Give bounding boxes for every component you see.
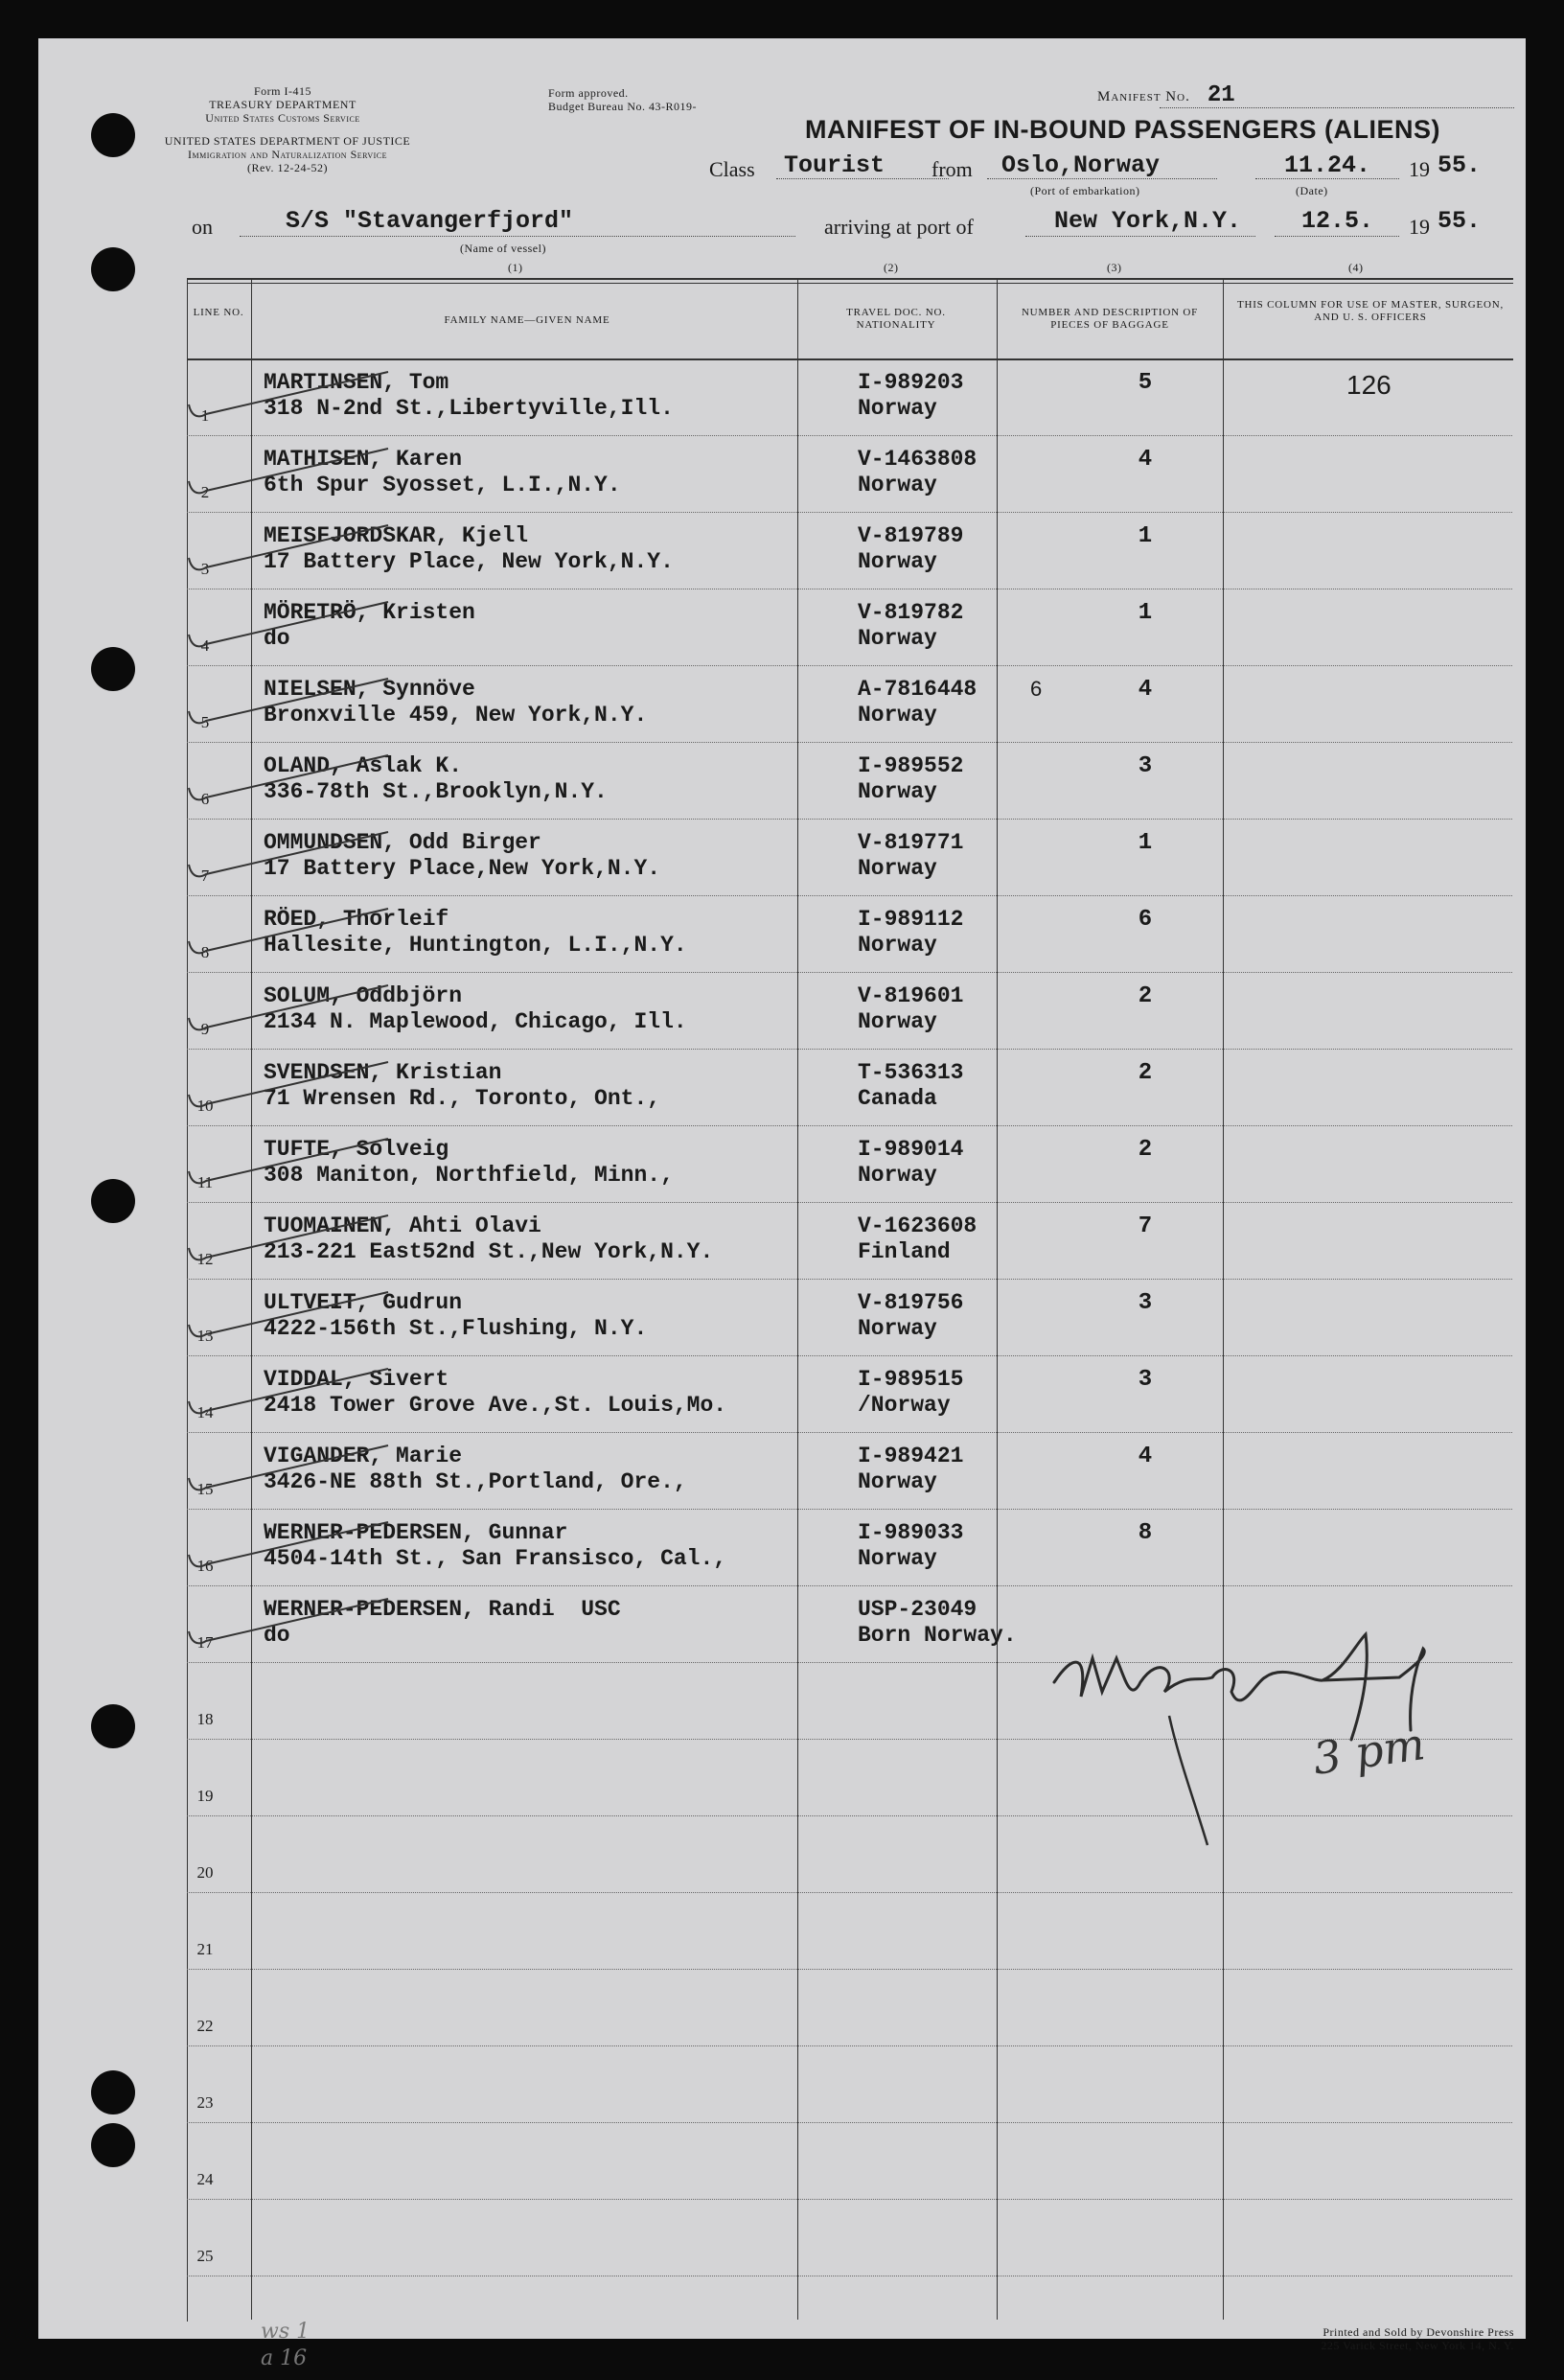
travel-doc-number: V-819789 xyxy=(858,523,964,548)
table-row xyxy=(187,2122,1512,2200)
nationality: Norway xyxy=(858,1009,937,1034)
on-label: on xyxy=(192,215,213,239)
table-row xyxy=(187,895,1512,973)
table-row xyxy=(187,665,1512,743)
nationality: Norway xyxy=(858,1469,937,1494)
travel-doc-number: I-989421 xyxy=(858,1444,964,1468)
check-mark xyxy=(168,980,398,1047)
travel-doc-number: T-536313 xyxy=(858,1060,964,1085)
table-row xyxy=(187,1125,1512,1203)
nationality: Canada xyxy=(858,1086,937,1111)
travel-doc xyxy=(858,600,963,652)
baggage-count: 1 xyxy=(1138,600,1153,626)
line-number: 6 xyxy=(200,790,210,808)
budget-approval xyxy=(548,86,697,113)
baggage-count: 6 xyxy=(1138,907,1153,933)
travel-doc xyxy=(858,753,963,805)
line-number: 22 xyxy=(196,2017,214,2035)
baggage-count: 1 xyxy=(1138,830,1153,856)
travel-doc xyxy=(858,1520,963,1572)
baggage-count: 7 xyxy=(1138,1213,1153,1239)
manifest-number: 21 xyxy=(1207,82,1235,108)
travel-doc-number: V-1463808 xyxy=(858,447,978,472)
col-num-2: (2) xyxy=(884,261,899,274)
year-prefix-2: 19 xyxy=(1409,215,1430,239)
col-header-baggage: NUMBER AND DESCRIPTION OF PIECES OF BAGGAGE xyxy=(1021,307,1199,331)
line-number: 12 xyxy=(196,1250,214,1268)
passenger-address: do xyxy=(264,626,290,651)
passenger-address: 2418 Tower Grove Ave.,St. Louis,Mo. xyxy=(264,1393,727,1418)
passenger-name: MATHISEN, Karen xyxy=(264,447,463,472)
line-number: 16 xyxy=(196,1557,214,1575)
travel-doc xyxy=(858,1290,963,1342)
line-number: 9 xyxy=(200,1020,210,1038)
revision-date: (Rev. 12-24-52) xyxy=(246,161,329,174)
nationality: Norway xyxy=(858,473,937,497)
line-number: 2 xyxy=(200,483,210,501)
passenger-address: 2134 N. Maplewood, Chicago, Ill. xyxy=(264,1009,687,1034)
table-row xyxy=(187,512,1512,589)
justice-header xyxy=(144,134,431,174)
passenger-name: VIDDAL, Sivert xyxy=(264,1367,449,1392)
ins-service: Immigration and Naturalization Service xyxy=(187,148,387,161)
customs-service: United States Customs Service xyxy=(205,111,360,125)
nationality: /Norway xyxy=(858,1393,951,1418)
travel-doc-number: V-819782 xyxy=(858,600,964,625)
table-row xyxy=(187,1509,1512,1586)
col-header-line: LINE NO. xyxy=(193,307,244,318)
check-mark xyxy=(168,520,398,587)
passenger-name: VIGANDER, Marie xyxy=(264,1444,463,1468)
justice-dept: UNITED STATES DEPARTMENT OF JUSTICE xyxy=(164,134,411,148)
passenger-address: 6th Spur Syosset, L.I.,N.Y. xyxy=(264,473,621,497)
baggage-count: 4 xyxy=(1138,1444,1153,1469)
nationality: Norway xyxy=(858,626,937,651)
line-number: 4 xyxy=(200,636,210,655)
table-row xyxy=(187,742,1512,820)
line-number: 23 xyxy=(196,2093,214,2112)
passenger-name: TUFTE, Solveig xyxy=(264,1137,449,1162)
passenger-address: do xyxy=(264,1623,290,1648)
passenger-address: 4222-156th St.,Flushing, N.Y. xyxy=(264,1316,648,1341)
passenger-name: MÖRETRÖ, Kristen xyxy=(264,600,475,625)
passenger-address: Hallesite, Huntington, L.I.,N.Y. xyxy=(264,933,687,958)
punch-hole xyxy=(91,113,135,157)
travel-doc-number: I-989014 xyxy=(858,1137,964,1162)
line-number: 18 xyxy=(196,1710,214,1728)
passenger-address: 3426-NE 88th St.,Portland, Ore., xyxy=(264,1469,687,1494)
travel-doc-number: V-1623608 xyxy=(858,1213,978,1238)
check-mark xyxy=(168,1056,398,1123)
table-row xyxy=(187,1049,1512,1126)
travel-doc xyxy=(858,907,963,959)
table-row xyxy=(187,2045,1512,2123)
baggage-count: 3 xyxy=(1138,1290,1153,1316)
table-row xyxy=(187,819,1512,896)
travel-doc xyxy=(858,1444,963,1495)
passenger-name: ULTVEIT, Gudrun xyxy=(264,1290,463,1315)
nationality: Norway xyxy=(858,1163,937,1188)
passenger-address: 4504-14th St., San Fransisco, Cal., xyxy=(264,1546,727,1571)
printer-line-2: 225 Varick Street, New York 14, N. Y. xyxy=(1321,2339,1514,2352)
nationality: Norway xyxy=(858,933,937,958)
travel-doc-number: I-989033 xyxy=(858,1520,964,1545)
table-row xyxy=(187,1202,1512,1280)
nationality: Norway xyxy=(858,703,937,728)
line-number: 14 xyxy=(196,1403,214,1421)
year-prefix-1: 19 xyxy=(1409,157,1430,181)
class-value: Tourist xyxy=(784,151,886,179)
form-number: Form I-415 xyxy=(254,84,311,98)
check-mark xyxy=(168,826,398,893)
passenger-address: Bronxville 459, New York,N.Y. xyxy=(264,703,648,728)
nationality: Norway xyxy=(858,396,937,421)
table-row xyxy=(187,589,1512,666)
passenger-name: SOLUM, Oddbjörn xyxy=(264,983,463,1008)
treasury-dept: TREASURY DEPARTMENT xyxy=(209,98,356,111)
baggage-count: 3 xyxy=(1138,753,1153,779)
line-number: 21 xyxy=(196,1940,214,1958)
budget-bureau-line: Budget Bureau No. 43-R019- xyxy=(548,100,697,113)
table-row xyxy=(187,435,1512,513)
passenger-address: 336-78th St.,Brooklyn,N.Y. xyxy=(264,779,608,804)
col-header-name: FAMILY NAME—GIVEN NAME xyxy=(444,314,610,326)
table-row xyxy=(187,1432,1512,1510)
year-2: 55. xyxy=(1438,207,1482,235)
travel-doc xyxy=(858,830,963,882)
nationality: Born Norway. xyxy=(858,1623,1017,1648)
passenger-name: RÖED, Thorleif xyxy=(264,907,449,932)
manifest-label: Manifest No. xyxy=(1097,89,1190,104)
punch-hole xyxy=(91,247,135,291)
arrival-date: 12.5. xyxy=(1301,207,1374,235)
table-row xyxy=(187,1969,1512,2046)
check-mark xyxy=(168,443,398,510)
passenger-address: 308 Maniton, Northfield, Minn., xyxy=(264,1163,674,1188)
manifest-number-group xyxy=(1097,82,1235,108)
travel-doc xyxy=(858,1213,977,1265)
line-number: 11 xyxy=(196,1173,214,1191)
check-mark xyxy=(168,1210,398,1277)
travel-doc xyxy=(858,1060,963,1112)
line-number: 20 xyxy=(196,1863,214,1882)
line-number: 10 xyxy=(196,1097,214,1115)
check-mark xyxy=(168,1516,398,1583)
line-number: 5 xyxy=(200,713,210,731)
check-mark xyxy=(168,366,398,433)
travel-doc-number: USP-23049 xyxy=(858,1597,978,1622)
check-mark xyxy=(168,1363,398,1430)
table-row xyxy=(187,1892,1512,1970)
table-row xyxy=(187,1355,1512,1433)
arriving-label: arriving at port of xyxy=(824,215,974,239)
passenger-name: WERNER-PEDERSEN, Randi USC xyxy=(264,1597,621,1622)
line-number: 7 xyxy=(200,867,210,885)
passenger-address: 318 N-2nd St.,Libertyville,Ill. xyxy=(264,396,674,421)
passenger-name: WERNER-PEDERSEN, Gunnar xyxy=(264,1520,568,1545)
line-number: 3 xyxy=(200,560,210,578)
line-number: 15 xyxy=(196,1480,214,1498)
table-row xyxy=(187,1279,1512,1356)
baggage-count: 2 xyxy=(1138,983,1153,1009)
table-row xyxy=(187,972,1512,1050)
travel-doc-number: I-989552 xyxy=(858,753,964,778)
col-num-3: (3) xyxy=(1107,261,1122,274)
punch-hole xyxy=(91,647,135,691)
nationality: Norway xyxy=(858,549,937,574)
travel-doc-number: V-819601 xyxy=(858,983,964,1008)
line-number: 13 xyxy=(196,1327,214,1345)
nationality: Norway xyxy=(858,779,937,804)
from-label: from xyxy=(932,157,973,181)
baggage-count: 8 xyxy=(1138,1520,1153,1546)
embarkation-caption: (Port of embarkation) xyxy=(1030,184,1140,197)
col-header-officers: THIS COLUMN FOR USE OF MASTER, SURGEON, AND U. S. OFFICERS xyxy=(1236,299,1505,323)
printer-line-1: Printed and Sold by Devonshire Press xyxy=(1322,2325,1514,2339)
port-of-embarkation: Oslo,Norway xyxy=(1001,151,1161,179)
passenger-address: 17 Battery Place,New York,N.Y. xyxy=(264,856,661,881)
baggage-count: 2 xyxy=(1138,1137,1153,1163)
line-number: 17 xyxy=(196,1633,214,1652)
check-mark xyxy=(168,1593,398,1660)
check-mark xyxy=(168,596,398,663)
passenger-address: 71 Wrensen Rd., Toronto, Ont., xyxy=(264,1086,661,1111)
col-header-doc: TRAVEL DOC. NO. NATIONALITY xyxy=(846,307,946,331)
check-mark xyxy=(168,750,398,817)
passenger-name: OMMUNDSEN, Odd Birger xyxy=(264,830,541,855)
table-row xyxy=(187,2199,1512,2276)
travel-doc xyxy=(858,983,963,1035)
punch-hole xyxy=(91,1704,135,1748)
passenger-name: MARTINSEN, Tom xyxy=(264,370,449,395)
check-mark xyxy=(168,1440,398,1507)
nationality: Norway xyxy=(858,1316,937,1341)
travel-doc xyxy=(858,370,963,422)
nationality: Finland xyxy=(858,1239,951,1264)
passenger-name: OLAND, Aslak K. xyxy=(264,753,463,778)
extra-mark: 6 xyxy=(1030,677,1043,701)
departure-date: 11.24. xyxy=(1284,151,1371,179)
officer-note: 126 xyxy=(1346,370,1392,400)
travel-doc-number: I-989203 xyxy=(858,370,964,395)
baggage-count: 1 xyxy=(1138,523,1153,549)
passenger-address: 17 Battery Place, New York,N.Y. xyxy=(264,549,674,574)
travel-doc xyxy=(858,677,977,728)
table-row xyxy=(187,358,1512,436)
travel-doc xyxy=(858,1597,1017,1649)
travel-doc xyxy=(858,447,977,498)
nationality: Norway xyxy=(858,856,937,881)
baggage-count: 5 xyxy=(1138,370,1153,396)
travel-doc xyxy=(858,523,963,575)
check-mark xyxy=(168,673,398,740)
line-number: 19 xyxy=(196,1787,214,1805)
baggage-count: 2 xyxy=(1138,1060,1153,1086)
punch-hole xyxy=(91,1179,135,1223)
col-num-4: (4) xyxy=(1348,261,1364,274)
printer-footer xyxy=(1169,2325,1514,2352)
line-number: 24 xyxy=(196,2170,214,2188)
manifest-page xyxy=(38,38,1526,2370)
class-label: Class xyxy=(709,157,755,181)
travel-doc-number: V-819756 xyxy=(858,1290,964,1315)
bottom-note-2: a 16 xyxy=(261,2346,308,2370)
form-header-left xyxy=(144,84,422,125)
travel-doc xyxy=(858,1367,963,1419)
check-mark xyxy=(168,903,398,970)
punch-hole xyxy=(91,2123,135,2167)
line-number: 8 xyxy=(200,943,210,961)
approved-line: Form approved. xyxy=(548,86,629,100)
check-mark xyxy=(168,1286,398,1353)
punch-hole xyxy=(91,2070,135,2114)
vessel-caption: (Name of vessel) xyxy=(460,242,546,255)
passenger-address: 213-221 East52nd St.,New York,N.Y. xyxy=(264,1239,714,1264)
travel-doc-number: I-989515 xyxy=(858,1367,964,1392)
travel-doc xyxy=(858,1137,963,1189)
time-annotation: 3 pm xyxy=(1309,1718,1429,1785)
port-of-arrival: New York,N.Y. xyxy=(1054,207,1242,235)
form-title: MANIFEST OF IN-BOUND PASSENGERS (ALIENS) xyxy=(805,115,1441,144)
nationality: Norway xyxy=(858,1546,937,1571)
passenger-name: NIELSEN, Synnöve xyxy=(264,677,475,702)
year-1: 55. xyxy=(1438,151,1482,179)
travel-doc-number: I-989112 xyxy=(858,907,964,932)
passenger-name: TUOMAINEN, Ahti Olavi xyxy=(264,1213,541,1238)
check-mark xyxy=(168,1133,398,1200)
travel-doc-number: A-7816448 xyxy=(858,677,978,702)
travel-doc-number: V-819771 xyxy=(858,830,964,855)
vessel-name: S/S "Stavangerfjord" xyxy=(286,207,574,235)
bottom-note-1: ws 1 xyxy=(261,2320,310,2344)
baggage-count: 4 xyxy=(1138,447,1153,473)
line-number: 25 xyxy=(196,2247,214,2265)
passenger-name: MEISFJORDSKAR, Kjell xyxy=(264,523,529,548)
passenger-name: SVENDSEN, Kristian xyxy=(264,1060,502,1085)
col-num-1: (1) xyxy=(508,261,523,274)
date-caption: (Date) xyxy=(1296,184,1328,197)
baggage-count: 4 xyxy=(1138,677,1153,703)
baggage-count: 3 xyxy=(1138,1367,1153,1393)
line-number: 1 xyxy=(200,406,210,425)
